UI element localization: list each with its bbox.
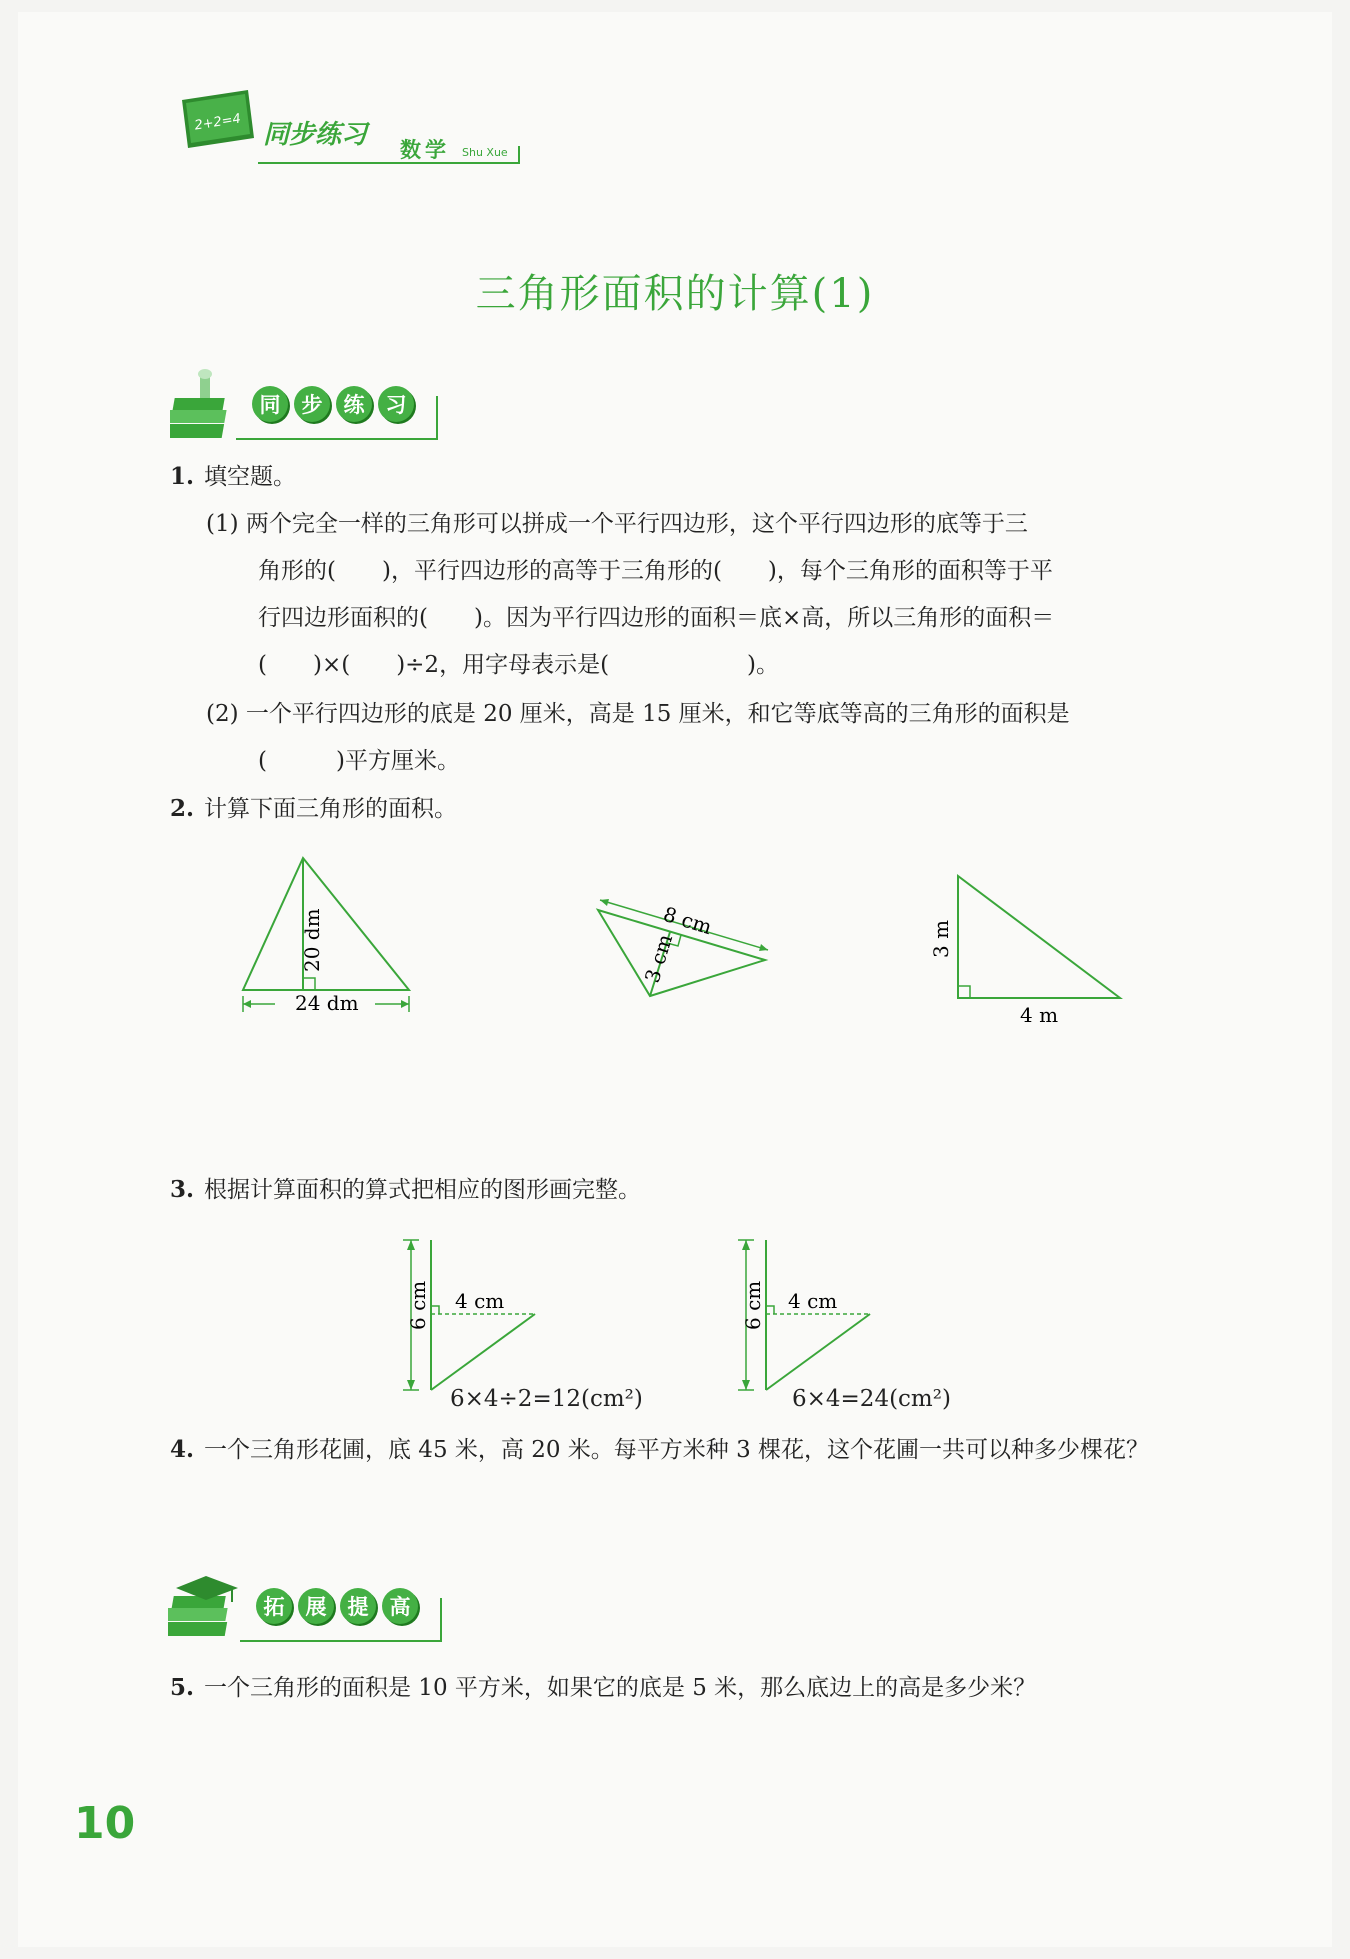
side-label: 6 cm — [406, 1280, 430, 1330]
question-text: 根据计算面积的算式把相应的图形画完整。 — [204, 1177, 641, 1203]
section-practice-char: 练 — [336, 386, 372, 422]
formula-b: 6×4=24(cm²) — [792, 1386, 951, 1412]
height-label: 20 dm — [300, 908, 324, 972]
books-cap-icon — [168, 1572, 244, 1646]
section-practice-char: 步 — [294, 386, 330, 422]
section-practice-frame — [236, 396, 438, 440]
figure-triangle-2 — [590, 880, 780, 1010]
header-sync-label: 同步练习 — [263, 120, 368, 150]
header-pinyin: Shu Xue — [462, 146, 508, 159]
figure-triangle-1 — [235, 850, 425, 1030]
triangle-shape — [243, 858, 409, 990]
question-1 — [170, 463, 296, 491]
base-label: 24 dm — [295, 991, 359, 1015]
formula-a: 6×4÷2=12(cm²) — [450, 1386, 643, 1412]
right-angle-mark — [431, 1306, 439, 1314]
question-2 — [170, 795, 457, 823]
q1-sub1-line: 行四边形面积的( )。因为平行四边形的面积＝底×高，所以三角形的面积＝ — [258, 605, 1055, 631]
right-angle-mark — [766, 1306, 774, 1314]
side-label: 6 cm — [741, 1280, 765, 1330]
q1-sub2-line: (2) 一个平行四边形的底是 20 厘米，高是 15 厘米，和它等底等高的三角形的面积是 — [206, 701, 1070, 727]
books-icon — [170, 368, 242, 446]
badge-text: 2+2=4 — [193, 111, 242, 134]
right-angle-mark — [958, 986, 970, 998]
question-4 — [170, 1436, 1149, 1464]
section-practice-char: 习 — [378, 386, 414, 422]
figure-partial-triangle-b — [730, 1230, 890, 1400]
page-title: 三角形面积的计算(1) — [475, 271, 875, 317]
question-number: 2. — [170, 795, 195, 822]
question-number: 5. — [170, 1674, 195, 1701]
section-practice-char: 同 — [252, 386, 288, 422]
question-text: 一个三角形的面积是 10 平方米，如果它的底是 5 米，那么底边上的高是多少米？ — [204, 1675, 1037, 1701]
q1-sub1-line: ( )×( )÷2，用字母表示是( )。 — [258, 652, 780, 678]
base-label: 4 m — [1020, 1003, 1059, 1027]
section-extension-char: 拓 — [256, 1588, 292, 1624]
header-underline-end — [518, 146, 520, 164]
header-underline — [258, 162, 520, 164]
blackboard-logo — [178, 90, 258, 154]
header-subject: 数学 — [400, 138, 450, 162]
section-extension-char: 高 — [382, 1588, 418, 1624]
q1-sub1-line: (1) 两个完全一样的三角形可以拼成一个平行四边形，这个平行四边形的底等于三 — [206, 511, 1028, 537]
section-extension-char: 提 — [340, 1588, 376, 1624]
height-label: 3 cm — [639, 931, 678, 986]
question-number: 3. — [170, 1176, 195, 1203]
slanted-side — [431, 1314, 535, 1390]
base-label: 8 cm — [660, 901, 715, 940]
right-angle-mark — [303, 978, 315, 990]
question-number: 1. — [170, 463, 195, 490]
figure-partial-triangle-a — [395, 1230, 555, 1400]
height-label: 3 m — [929, 919, 953, 958]
q1-sub2-line: ( )平方厘米。 — [258, 748, 460, 774]
triangle-shape — [958, 876, 1120, 998]
question-5 — [170, 1674, 1036, 1702]
section-extension-frame — [240, 1598, 442, 1642]
question-3 — [170, 1176, 641, 1204]
figure-triangle-3 — [920, 868, 1135, 1028]
page-number: 10 — [74, 1798, 136, 1849]
q1-sub1-line: 角形的( )，平行四边形的高等于三角形的( )，每个三角形的面积等于平 — [258, 558, 1053, 584]
question-number: 4. — [170, 1436, 195, 1463]
question-text: 计算下面三角形的面积。 — [204, 796, 457, 822]
question-text: 填空题。 — [204, 464, 296, 490]
section-extension-char: 展 — [298, 1588, 334, 1624]
top-label: 4 cm — [788, 1289, 838, 1313]
question-text: 一个三角形花圃，底 45 米，高 20 米。每平方米种 3 棵花，这个花圃一共可以种多少棵花？ — [204, 1437, 1150, 1463]
top-label: 4 cm — [455, 1289, 505, 1313]
slanted-side — [766, 1314, 870, 1390]
